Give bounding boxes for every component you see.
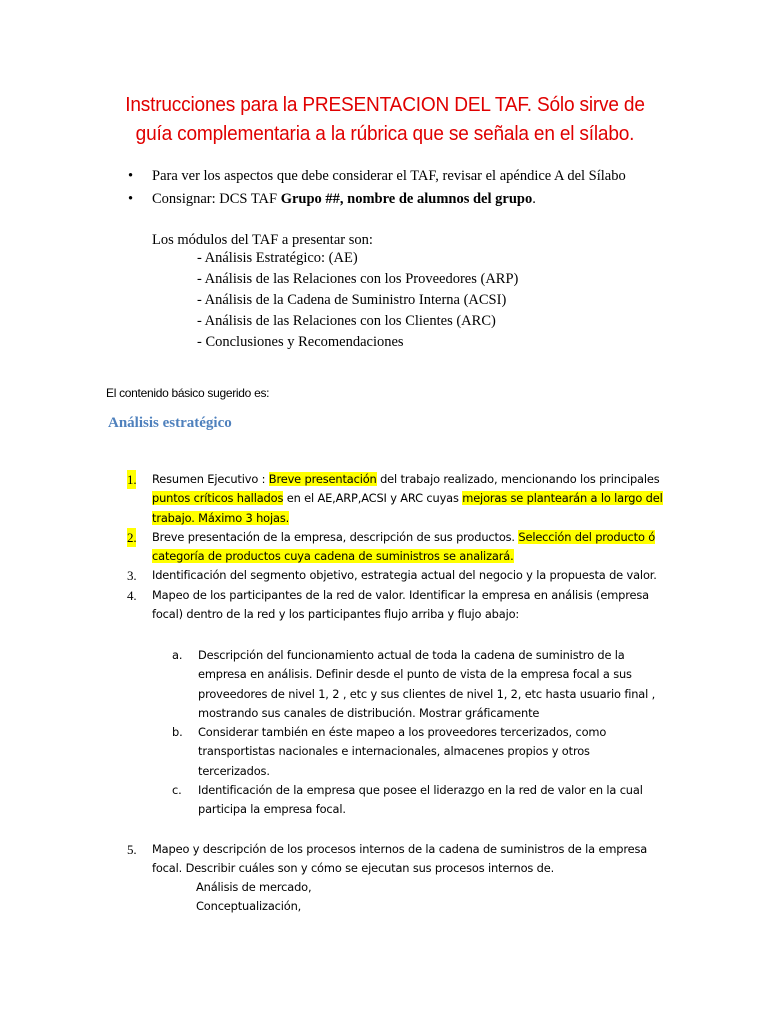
sub-list: [172, 646, 662, 820]
list-item-1: [127, 470, 667, 528]
list-item-2: [127, 528, 667, 567]
numbered-list: [127, 470, 667, 624]
page-title: [83, 90, 688, 148]
sub-item-text: Considerar también en éste mapeo a los proveedores tercerizados, como transportistas nacionales e internacionales, almacenes propios y otros tercerizados.: [198, 725, 607, 778]
bullet-list: [128, 165, 626, 211]
item-text: Resumen Ejecutivo :: [152, 472, 269, 486]
item-text: Breve presentación de la empresa, descripción de sus productos.: [152, 529, 519, 544]
bullet-item: [128, 188, 626, 211]
bullet-item: [128, 165, 626, 188]
sub-item-letter: c.: [172, 783, 182, 798]
list-item-3: [127, 566, 667, 585]
item-5-line: Análisis de mercado,: [196, 880, 312, 894]
item-number: 2.: [127, 528, 136, 547]
bullet-text-suffix: .: [532, 191, 536, 207]
item-number: 4.: [127, 587, 137, 603]
module-item: - Análisis de las Relaciones con los Clientes (ARC): [197, 313, 496, 329]
suggested-content-label: El contenido básico sugerido es:: [106, 386, 270, 400]
module-item: - Análisis Estratégico: (AE): [197, 250, 358, 266]
title-line-2: guía complementaria a la rúbrica que se señala en el sílabo.: [135, 122, 635, 145]
sub-item-a: [172, 646, 662, 723]
list-item-5-body: [127, 840, 667, 879]
list-item-5: [127, 840, 667, 879]
bullet-text: Para ver los aspectos que debe considerar el TAF, revisar el apéndice A del Sílabo: [152, 168, 626, 184]
item-text: Identificación del segmento objetivo, estrategia actual del negocio y la propuesta de valor.: [152, 568, 657, 583]
module-item: - Análisis de la Cadena de Suministro Interna (ACSI): [197, 292, 507, 308]
modules-list: [197, 248, 518, 353]
item-number: 3.: [127, 568, 137, 584]
bullet-icon: •: [128, 168, 134, 184]
module-item: - Conclusiones y Recomendaciones: [197, 334, 404, 350]
bullet-text-bold: Grupo ##, nombre de alumnos del grupo: [280, 191, 533, 207]
highlighted-text: Selección del producto ó categoría de productos cuya cadena de suministros se analizará.: [152, 529, 656, 564]
sub-item-text: Identificación de la empresa que posee el liderazgo en la red de valor en la cual participa la empresa focal.: [198, 783, 643, 817]
item-5-sublines: [196, 878, 311, 917]
title-line-1: Instrucciones para la PRESENTACION DEL TAF. Sólo sirve de: [125, 93, 645, 116]
sub-item-text: Descripción del funcionamiento actual de toda la cadena de suministro de la empresa en análisis. Definir desde el punto de vista de la empresa focal a sus proveedores de nivel 1, 2 , etc y sus clientes de nivel 1, 2, etc hasta usuario final , mostrando sus canales de distribución. Mostrar gráficamente: [198, 648, 656, 720]
module-item: - Análisis de las Relaciones con los Proveedores (ARP): [197, 271, 519, 287]
sub-item-c: [172, 781, 662, 820]
list-item-4: [127, 586, 667, 625]
highlighted-text: mejoras se plantearán a lo largo del trabajo. Máximo 3 hojas.: [152, 491, 663, 525]
item-number: 1.: [127, 470, 136, 489]
item-text: Mapeo de los participantes de la red de valor. Identificar la empresa en análisis (empresa focal) dentro de la red y los participantes flujo arriba y flujo abajo:: [152, 587, 649, 622]
sub-item-b: [172, 723, 662, 781]
item-5-line: Conceptualización,: [196, 899, 302, 914]
sub-item-letter: a.: [172, 648, 183, 662]
item-text: en el AE,ARP,ACSI y ARC cuyas: [283, 491, 463, 506]
modules-intro: Los módulos del TAF a presentar son:: [152, 232, 373, 248]
section-heading: Análisis estratégico: [108, 415, 232, 431]
item-number: 5.: [127, 842, 137, 857]
bullet-icon: •: [128, 191, 134, 207]
highlighted-text: Breve presentación: [268, 472, 377, 486]
highlighted-text: puntos críticos hallados: [152, 491, 284, 506]
item-text: del trabajo realizado, mencionando los principales: [376, 472, 660, 486]
item-text: Mapeo y descripción de los procesos internos de la cadena de suministros de la empresa focal. Describir cuáles son y cómo se ejecutan sus procesos internos de.: [152, 842, 648, 876]
sub-item-letter: b.: [172, 725, 183, 740]
bullet-text-prefix: Consignar: DCS TAF: [152, 191, 281, 207]
